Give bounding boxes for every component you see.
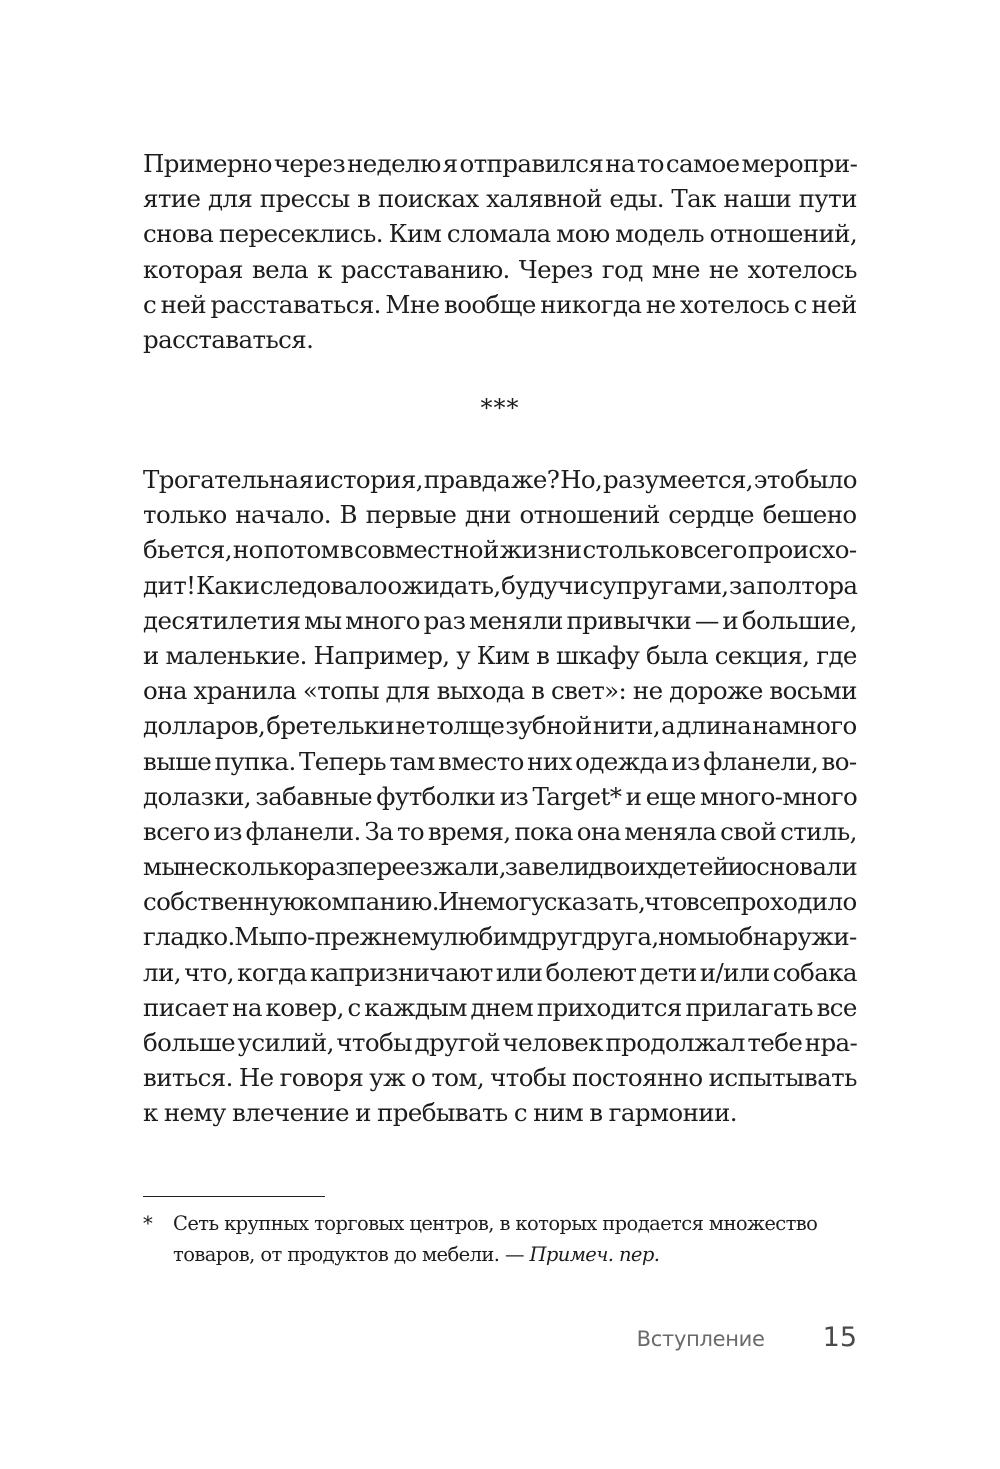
- footnote-line-2: [173, 1239, 863, 1270]
- paragraph-line: Примерно через неделю я отправился на то самое меропри-: [143, 149, 858, 178]
- footnote-text: [173, 1208, 863, 1270]
- page-number: 15: [822, 1322, 857, 1353]
- paragraph-line: бьется, но потом в совместной жизни столько всего происхо-: [143, 535, 857, 565]
- paragraph-line: с ней расставаться. Мне вообще никогда не хотелось с ней: [143, 289, 857, 319]
- paragraph-line: мы несколько раз переезжали, завели двоих детей и основали: [143, 852, 858, 882]
- paragraph-line: долларов, бретельки не толще зубной нити, а длина намного: [143, 711, 857, 741]
- paragraph-line: которая вела к расставанию. Через год мне не хотелось: [143, 254, 857, 284]
- paragraph-line: ятие для прессы в поисках халявной еды. Так наши пути: [143, 184, 857, 214]
- footnote-marker: *: [143, 1212, 153, 1235]
- paragraph-line: к нему влечение и пребывать с ним в гармонии.: [143, 1098, 737, 1128]
- paragraph-line: выше пупка. Теперь там вместо них одежда из фланели, во-: [143, 746, 857, 776]
- paragraph-line: гладко. Мы по-прежнему любим друг друга, но мы обнаружи-: [143, 922, 857, 952]
- section-name: Вступление: [636, 1327, 765, 1351]
- paragraph-2: [143, 462, 857, 1131]
- paragraph-line: больше усилий, чтобы другой человек продолжал тебе нра-: [143, 1028, 858, 1057]
- footnote-divider: [143, 1196, 325, 1197]
- paragraph-line: она хранила «топы для выхода в свет»: не дороже восьми: [143, 676, 857, 706]
- paragraph-1: [143, 146, 857, 357]
- translator-note: Примеч. пер.: [529, 1243, 660, 1266]
- paragraph-line: писает на ковер, с каждым днем приходится прилагать все: [143, 992, 857, 1022]
- paragraph-line: расставаться.: [143, 324, 314, 354]
- running-footer: [637, 1322, 857, 1353]
- paragraph-line: всего из фланели. За то время, пока она меняла свой стиль,: [143, 816, 857, 846]
- section-separator: ***: [480, 394, 520, 422]
- paragraph-line: и маленькие. Например, у Ким в шкафу была секция, где: [143, 640, 857, 670]
- paragraph-line: собственную компанию. И не могу сказать, что все проходило: [143, 887, 857, 917]
- paragraph-line: только начало. В первые дни отношений сердце бешено: [143, 500, 857, 530]
- paragraph-line: Трогательная история, правда же? Но, разумеется, это было: [143, 465, 857, 494]
- footnote-line-1: Сеть крупных торговых центров, в которых продается множество: [173, 1212, 818, 1235]
- paragraph-line: ли, что, когда капризничают или болеют дети и/или собака: [143, 957, 857, 987]
- paragraph-line: дит! Как и следовало ожидать, будучи супругами, за полтора: [143, 570, 858, 600]
- paragraph-line: десятилетия мы много раз меняли привычки — и большие,: [143, 605, 857, 635]
- paragraph-line: виться. Не говоря уж о том, чтобы постоянно испытывать: [143, 1063, 857, 1093]
- paragraph-line: долазки, забавные футболки из Target* и еще много-много: [143, 781, 858, 811]
- paragraph-line: снова пересеклись. Ким сломала мою модель отношений,: [143, 219, 858, 249]
- footnote-line-2-plain: товаров, от продуктов до мебели. —: [173, 1243, 530, 1266]
